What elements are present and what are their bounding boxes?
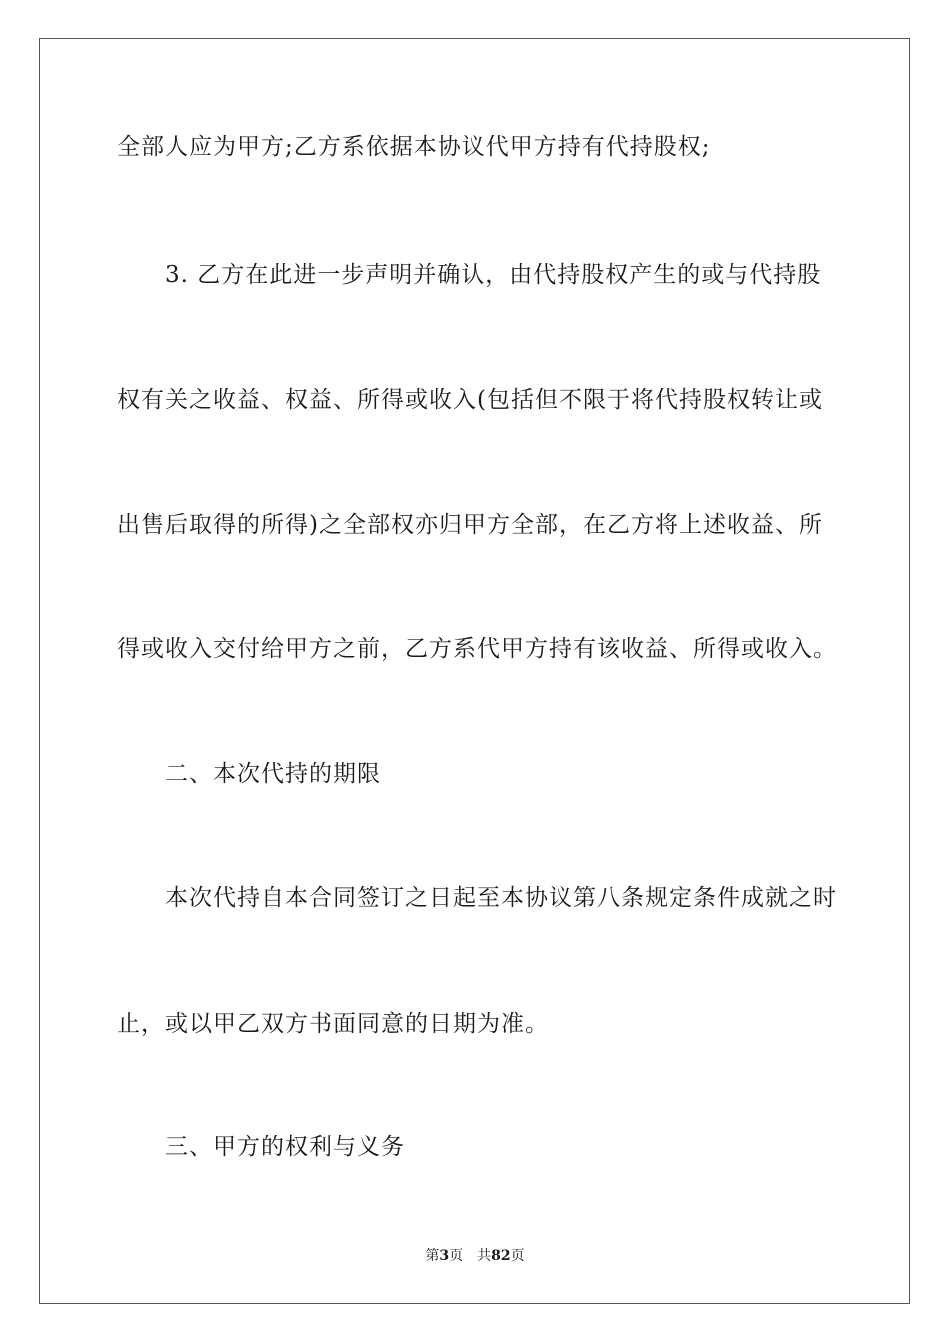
section-heading: 三、甲方的权利与义务	[165, 1134, 405, 1160]
body-text-line: 权有关之收益、权益、所得或收入(包括但不限于将代持股权转让或	[117, 387, 823, 413]
section-heading: 二、本次代持的期限	[165, 761, 381, 787]
page-suffix: 页	[449, 1248, 464, 1264]
page-number: 3	[439, 1248, 450, 1264]
total-prefix: 共	[477, 1248, 492, 1264]
page-border	[39, 38, 910, 1304]
body-text-line: 得或收入交付给甲方之前，乙方系代甲方持有该收益、所得或收入。	[117, 636, 837, 662]
body-text-line: 全部人应为甲方;乙方系依据本协议代甲方持有代持股权;	[117, 134, 711, 160]
total-pages: 82	[491, 1248, 511, 1264]
page-footer	[0, 1247, 950, 1265]
total-suffix: 页	[510, 1248, 525, 1264]
body-text-line: 3. 乙方在此进一步声明并确认，由代持股权产生的或与代持股	[165, 262, 822, 288]
body-text-line: 本次代持自本合同签订之日起至本协议第八条规定条件成就之时	[165, 885, 837, 911]
body-text-line: 止，或以甲乙双方书面同意的日期为准。	[117, 1011, 549, 1037]
body-text-line: 出售后取得的所得)之全部权亦归甲方全部，在乙方将上述收益、所	[117, 512, 823, 538]
page-prefix: 第	[425, 1248, 440, 1264]
